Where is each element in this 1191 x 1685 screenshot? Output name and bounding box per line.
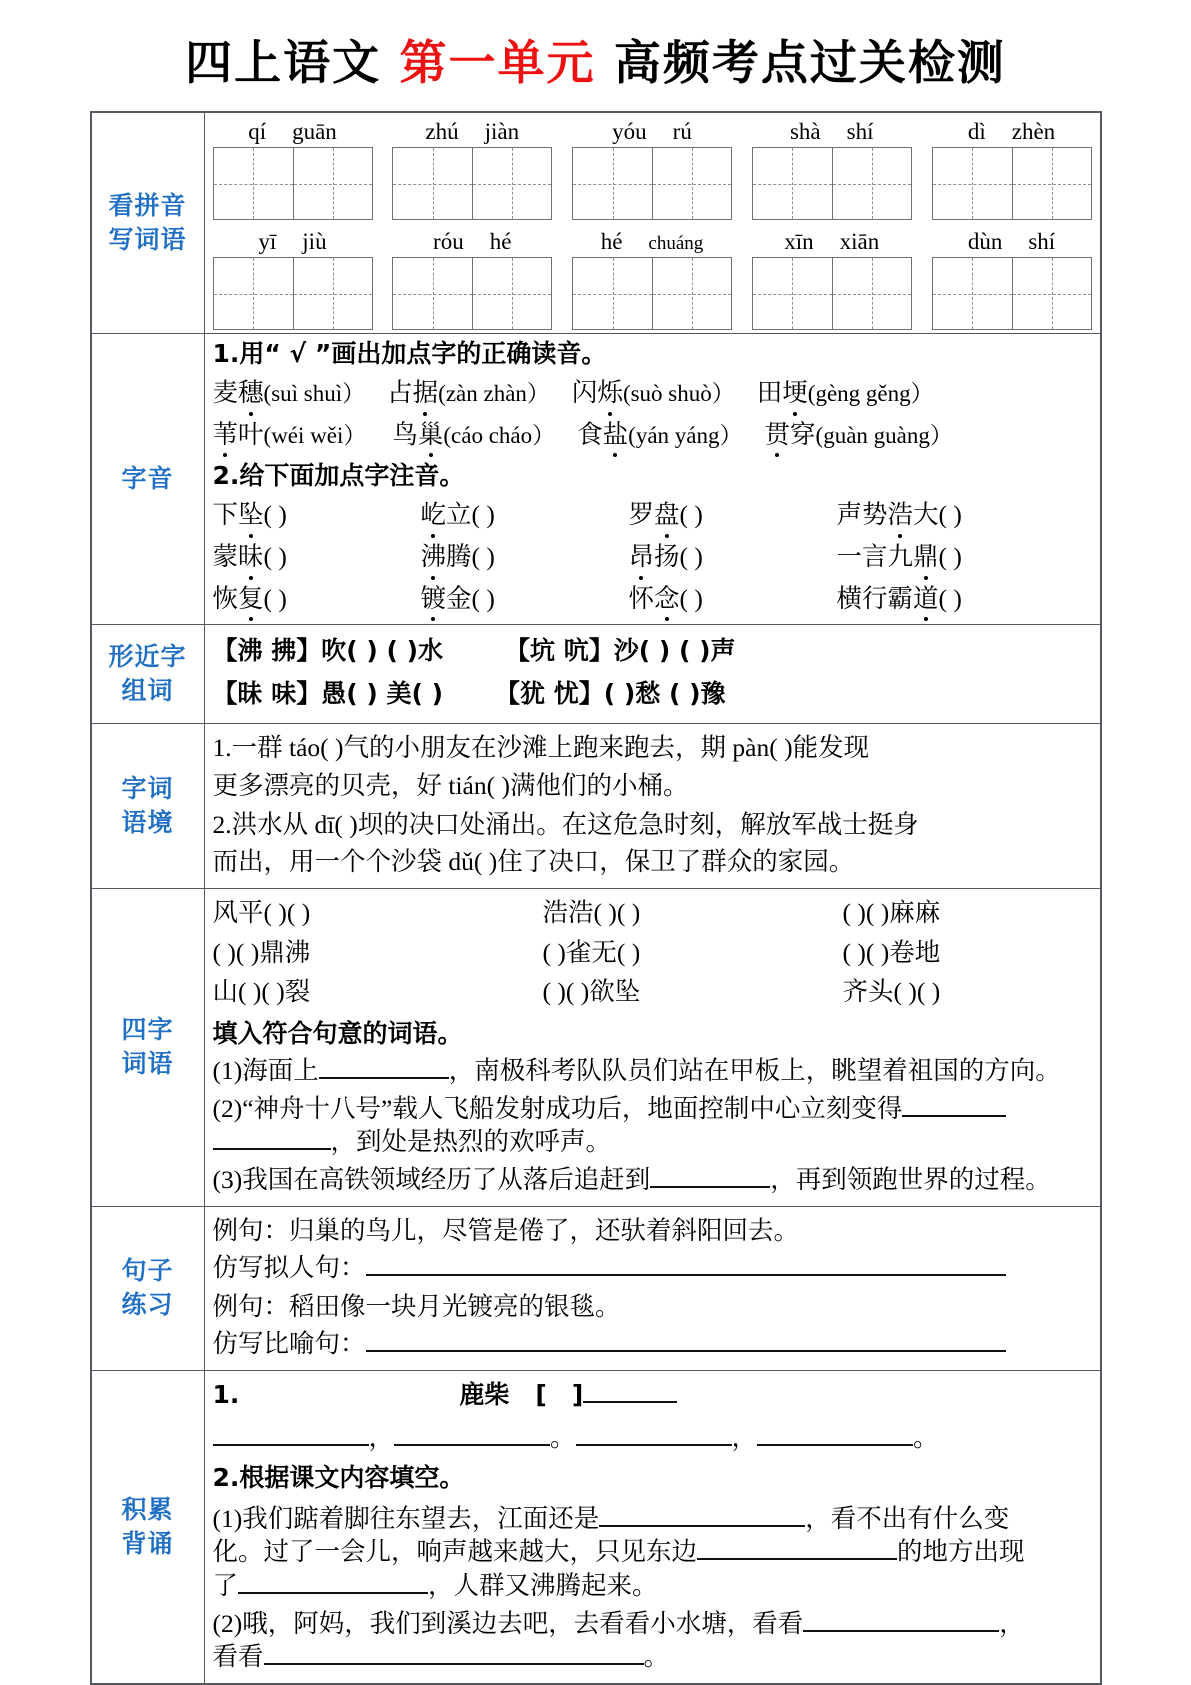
word-pre: 田 (756, 378, 783, 407)
sentence-part-b: ，到处是热烈的欢呼声。 (330, 1127, 612, 1157)
pinyin-text (389, 227, 555, 257)
section-pinyin (91, 112, 1101, 334)
syllable-2: zhèn (1011, 119, 1056, 144)
xingjinzi-pair-right[interactable]: 【犹 忧】( )愁 ( )豫 (495, 679, 726, 709)
answer-blank[interactable] (650, 1186, 770, 1188)
label-line-1: 形近字 (108, 641, 187, 671)
pinyin-row-2 (205, 223, 1100, 333)
jilei-body (204, 1371, 1101, 1684)
sentence-part-f: ，人群又沸腾起来。 (428, 1571, 658, 1601)
tianzige-cell[interactable] (214, 258, 293, 329)
tianzige-cell[interactable] (1012, 148, 1091, 219)
pinyin-text (569, 227, 735, 257)
annotate-item[interactable] (837, 582, 962, 616)
word-pre: 蒙 (212, 541, 239, 571)
sentence-part-d: 的地方出现 (897, 1537, 1025, 1567)
choice-item[interactable] (765, 420, 953, 449)
jilei-q2-heading: 2.根据课文内容填空。 (212, 1462, 465, 1492)
syllable-2: hé (489, 229, 512, 254)
title-part-3: 高频考点过关检测 (595, 36, 1006, 91)
sentence-part-a: (1)我们踮着脚往东望去，江面还是 (212, 1503, 600, 1533)
pinyin-text (749, 227, 915, 257)
tianzige-cell[interactable] (393, 148, 472, 219)
ziyin-q2-row-1 (213, 494, 1094, 540)
section-zicijingjing (91, 724, 1101, 889)
pinyin-item (389, 227, 555, 330)
ziyin-q2-heading: 2.给下面加点字注音。 (212, 461, 465, 491)
tianzige-cell[interactable] (933, 148, 1012, 219)
answer-paren[interactable]: ( ) (679, 583, 703, 613)
context-line-2[interactable]: 更多漂亮的贝壳，好 tián( )满他们的小桶。 (212, 770, 689, 800)
ziyin-q1-row-2 (213, 418, 1094, 460)
idiom-item[interactable]: ( )( )卷地 (842, 937, 941, 967)
answer-blank[interactable] (319, 1077, 449, 1079)
tianzige-box[interactable] (572, 257, 732, 330)
sizi-body (204, 888, 1101, 1206)
context-line-3[interactable]: 2.洪水从 dī( )坝的决口处涌出。在这危急时刻，解放军战士挺身 (212, 809, 919, 839)
annotate-item[interactable] (837, 498, 962, 532)
syllable-2: rú (672, 119, 692, 144)
pinyin-item (929, 117, 1095, 220)
dotted-char: 昂 (629, 540, 655, 574)
tianzige-cell[interactable] (753, 148, 832, 219)
label-line-2: 组词 (121, 676, 174, 706)
juzi-body (204, 1206, 1101, 1371)
word-pre: 恢 (212, 583, 239, 613)
answer-blank[interactable] (583, 1401, 677, 1403)
idiom-item[interactable]: ( )( )鼎沸 (212, 937, 311, 967)
word-pre: 下 (212, 500, 239, 530)
xingjinzi-pair-right[interactable]: 【坑 吭】沙( ) ( )声 (505, 636, 736, 666)
syllable-1: qí (248, 119, 267, 144)
annotate-item[interactable] (629, 540, 837, 574)
tianzige-cell[interactable] (652, 148, 731, 219)
xingjinzi-pair-left[interactable]: 【昧 味】愚( ) 美( ) (212, 679, 444, 709)
choice-item[interactable] (757, 378, 934, 407)
section-sizi (91, 888, 1101, 1206)
dotted-char: 沸 (421, 540, 447, 574)
syllable-2: guān (292, 119, 337, 144)
ziyin-q1-heading: 1.用“ √ ”画出加点字的正确读音。 (212, 339, 607, 368)
context-line-4[interactable]: 而出，用一个个沙袋 dǔ( )住了决口，保卫了群众的家园。 (212, 847, 855, 877)
label-line-2: 词语 (121, 1049, 174, 1079)
syllable-2: shí (846, 119, 874, 144)
sentence-part-b: ，南极科考队队员们站在甲板上，眺望着祖国的方向。 (448, 1055, 1061, 1085)
label-line-1: 四字 (121, 1014, 174, 1044)
annotate-item[interactable] (421, 582, 629, 616)
tianzige-cell[interactable] (472, 258, 551, 329)
syllable-1: shà (789, 119, 821, 144)
ziyin-q2-row-3 (213, 582, 1094, 620)
sizi-fill-3 (213, 1163, 1094, 1201)
syllable-1: xīn (784, 229, 814, 254)
syllable-1: róu (433, 229, 464, 254)
dotted-char: 坠 (238, 498, 264, 532)
answer-paren[interactable]: ( ) (679, 541, 703, 571)
pinyin-text (929, 227, 1095, 257)
answer-paren[interactable]: ( ) (679, 500, 703, 530)
jilei-fill-2-line1 (213, 1607, 1094, 1641)
tianzige-box[interactable] (213, 147, 373, 220)
word-pre: 鸟 (392, 419, 418, 449)
section-label-ziyin (91, 334, 205, 625)
syllable-1: zhú (425, 119, 459, 144)
dotted-char: 镀 (421, 582, 447, 616)
word-pre: 闪 (571, 378, 598, 407)
tianzige-cell[interactable] (753, 258, 832, 329)
pinyin-options[interactable]: (guàn guàng） (815, 422, 953, 448)
choice-item[interactable] (572, 378, 735, 407)
jilei-fill-1-line3 (213, 1569, 1094, 1607)
word-pre: 横行霸 (836, 583, 914, 613)
sizi-fill-1 (213, 1054, 1094, 1092)
answer-paren[interactable]: ( ) (471, 541, 495, 571)
sentence-part-a: (3)我国在高铁领域经历了从落后追赶到 (212, 1164, 651, 1194)
label-line-1: 字音 (121, 463, 174, 493)
tianzige-cell[interactable] (573, 258, 652, 329)
idiom-item[interactable]: ( )( )麻麻 (842, 897, 941, 927)
pinyin-options[interactable]: (gèng gěng） (807, 381, 934, 406)
ziyin-body (204, 334, 1101, 625)
word-pre: 一言九 (836, 541, 914, 571)
dotted-char: 据 (413, 376, 439, 410)
idiom-item[interactable]: ( )雀无( ) (542, 937, 641, 967)
idiom-row-3 (213, 975, 1094, 1015)
sentence-part-a: (1)海面上 (212, 1055, 319, 1085)
dotted-char: 烁 (597, 376, 623, 410)
pinyin-text (389, 117, 555, 147)
dotted-char: 屹 (421, 498, 447, 532)
juzi-example-1: 例句：归巢的鸟儿，尽管是倦了，还驮着斜阳回去。 (212, 1215, 800, 1245)
pinyin-grid-area (204, 112, 1101, 334)
word-post: 穿 (790, 419, 816, 449)
tianzige-box[interactable] (392, 257, 552, 330)
label-line-1: 积累 (121, 1494, 174, 1524)
answer-blank[interactable] (264, 1663, 644, 1665)
answer-blank[interactable] (697, 1558, 897, 1560)
tianzige-cell[interactable] (1012, 258, 1091, 329)
section-label-pinyin (91, 112, 205, 334)
syllable-2: chuáng (648, 233, 704, 254)
ziyin-q2-row-2 (213, 540, 1094, 582)
sentence-part-a: (2)哦，阿妈，我们到溪边去吧，去看看小水塘，看看 (212, 1608, 804, 1638)
word-post: 叶 (238, 419, 264, 449)
label-line-2: 语境 (121, 808, 174, 838)
zicijingjing-body (204, 724, 1101, 889)
idiom-item[interactable]: 风平( )( ) (212, 897, 311, 927)
dotted-char: 浩 (888, 498, 914, 532)
answer-blank[interactable] (599, 1525, 805, 1527)
idiom-row-1 (213, 892, 1094, 936)
sentence-part-a: (2)“神舟十八号”载人飞船发射成功后，地面控制中心立刻变得 (212, 1093, 903, 1123)
pinyin-text (929, 117, 1095, 147)
dotted-char: 贯 (765, 418, 791, 452)
annotate-item[interactable] (837, 540, 962, 574)
choice-item[interactable] (213, 420, 367, 449)
section-label-sizi (91, 888, 205, 1206)
xingjinzi-body (204, 625, 1101, 724)
punct: 。 (913, 1423, 939, 1453)
answer-paren[interactable]: ( ) (471, 583, 495, 613)
section-label-juzi (91, 1206, 205, 1371)
answer-paren[interactable]: ( ) (471, 500, 495, 530)
pinyin-text (569, 117, 735, 147)
tianzige-cell[interactable] (393, 258, 472, 329)
syllable-2: xiān (839, 229, 880, 254)
pinyin-options[interactable]: (zàn zhàn） (438, 381, 550, 406)
pinyin-options[interactable]: (wéi wěi） (263, 422, 367, 448)
jilei-q1-line (213, 1374, 1094, 1413)
answer-paren[interactable]: ( ) (263, 541, 287, 571)
dotted-char: 鼎 (913, 540, 939, 574)
word-pre: 麦 (212, 378, 239, 407)
word-pre: 罗 (628, 500, 655, 530)
xingjinzi-row-1 (213, 628, 1094, 677)
annotate-item[interactable] (213, 540, 421, 574)
tianzige-box[interactable] (932, 257, 1092, 330)
word-pre: 怀 (628, 583, 655, 613)
dotted-char: 苇 (213, 418, 239, 452)
annotate-item[interactable] (213, 582, 421, 616)
sentence-part-e: 了 (212, 1571, 239, 1601)
sentence-part-c: 化。过了一会儿，响声越来越大，只见东边 (212, 1537, 698, 1567)
word-post: 立 (446, 500, 472, 530)
annotate-item[interactable] (629, 582, 837, 616)
tianzige-cell[interactable] (472, 148, 551, 219)
annotate-item[interactable] (421, 540, 629, 574)
dotted-char: 埂 (782, 376, 808, 410)
pinyin-row-1 (205, 113, 1100, 223)
section-label-zicijingjing (91, 724, 205, 889)
dotted-char: 盘 (654, 498, 680, 532)
jilei-poem-blanks (213, 1413, 1094, 1461)
label-line-2: 写词语 (108, 225, 187, 254)
choice-item[interactable] (577, 420, 742, 449)
idiom-item[interactable]: 齐头( )( ) (842, 977, 941, 1007)
tianzige-cell[interactable] (652, 258, 731, 329)
idiom-item[interactable]: ( )( )欲坠 (542, 977, 641, 1007)
syllable-1: dì (967, 119, 986, 144)
pinyin-item (210, 227, 376, 330)
tianzige-box[interactable] (213, 257, 373, 330)
pinyin-options[interactable]: (cáo cháo） (443, 422, 556, 448)
answer-blank[interactable] (366, 1274, 1006, 1276)
answer-paren[interactable]: ( ) (263, 583, 287, 613)
sentence-part-b: ， (999, 1608, 1025, 1638)
punct: ， (731, 1423, 758, 1453)
page-title (0, 0, 1191, 111)
juzi-prompt-2 (213, 1327, 1094, 1365)
title-part-1: 四上语文 (185, 36, 400, 91)
sentence-part-c: 看看 (212, 1642, 264, 1672)
answer-blank[interactable] (238, 1592, 428, 1594)
worksheet-table (90, 111, 1102, 1685)
pinyin-options[interactable]: (suò shuò） (622, 381, 735, 406)
tianzige-cell[interactable] (293, 148, 372, 219)
word-post: 腾 (446, 541, 472, 571)
tianzige-cell[interactable] (573, 148, 652, 219)
syllable-2: shí (1028, 229, 1056, 254)
answer-blank[interactable] (366, 1350, 1006, 1352)
dotted-char: 复 (238, 582, 264, 616)
tianzige-cell[interactable] (933, 258, 1012, 329)
section-jilei (91, 1371, 1101, 1684)
sizi-fill-2-line1 (213, 1092, 1094, 1126)
section-label-jilei (91, 1371, 205, 1684)
syllable-2: jiàn (484, 119, 520, 144)
prompt-label: 仿写拟人句： (212, 1253, 366, 1283)
dotted-char: 念 (654, 582, 680, 616)
pinyin-item (210, 117, 376, 220)
pinyin-options[interactable]: (yán yáng） (628, 422, 743, 448)
answer-blank[interactable] (394, 1444, 550, 1446)
juzi-prompt-1 (213, 1251, 1094, 1290)
tianzige-box[interactable] (572, 147, 732, 220)
tianzige-cell[interactable] (293, 258, 372, 329)
pinyin-text (210, 227, 376, 257)
answer-paren[interactable]: ( ) (263, 500, 287, 530)
tianzige-box[interactable] (392, 147, 552, 220)
sentence-part-d: 。 (643, 1642, 670, 1672)
idiom-item[interactable]: 山( )( )裂 (212, 977, 311, 1007)
section-ziyin (91, 334, 1101, 625)
answer-blank[interactable] (757, 1444, 913, 1446)
dotted-char: 昧 (238, 540, 264, 574)
section-label-xingjinzi (91, 625, 205, 724)
answer-paren[interactable]: ( ) (938, 500, 962, 530)
ziyin-q1-row-1 (213, 372, 1094, 418)
syllable-2: jiù (302, 229, 327, 254)
pinyin-item (569, 117, 735, 220)
answer-blank[interactable] (902, 1115, 1006, 1117)
jilei-fill-2-line2 (213, 1640, 1094, 1678)
choice-item[interactable] (213, 378, 366, 407)
pinyin-item (749, 117, 915, 220)
syllable-1: yī (258, 229, 277, 254)
answer-paren[interactable]: ( ) (938, 583, 962, 613)
syllable-1: yóu (612, 119, 647, 144)
annotate-item[interactable] (421, 498, 629, 532)
sentence-part-b: ，再到领跑世界的过程。 (770, 1164, 1051, 1194)
pinyin-item (749, 227, 915, 330)
sizi-fill-heading: 填入符合句意的词语。 (212, 1018, 463, 1048)
pinyin-text (210, 117, 376, 147)
question-number: 1. (212, 1380, 240, 1410)
tianzige-cell[interactable] (832, 148, 911, 219)
pinyin-item (389, 117, 555, 220)
context-line-1[interactable]: 1.一群 táo( )气的小朋友在沙滩上跑来跑去，期 pàn( )能发现 (212, 733, 870, 763)
annotate-item[interactable] (213, 498, 421, 532)
label-line-2: 背诵 (121, 1529, 174, 1559)
idiom-item[interactable]: 浩浩( )( ) (542, 897, 641, 927)
section-juzi (91, 1206, 1101, 1371)
tianzige-box[interactable] (932, 147, 1092, 220)
syllable-1: hé (600, 229, 623, 254)
answer-blank[interactable] (213, 1444, 369, 1446)
dotted-char: 巢 (418, 418, 444, 452)
label-line-1: 字词 (121, 773, 174, 803)
word-post: 金 (446, 583, 472, 613)
word-post: 大 (913, 500, 939, 530)
answer-blank[interactable] (576, 1444, 732, 1446)
label-line-2: 练习 (121, 1290, 174, 1320)
tianzige-cell[interactable] (214, 148, 293, 219)
choice-item[interactable] (392, 420, 555, 449)
punct: ， (368, 1423, 395, 1453)
sentence-part-b: ，看不出有什么变 (805, 1503, 1010, 1533)
idiom-row-2 (213, 936, 1094, 976)
dotted-char: 盐 (603, 418, 629, 452)
tianzige-cell[interactable] (832, 258, 911, 329)
answer-blank[interactable] (213, 1148, 331, 1150)
word-pre: 占 (387, 378, 413, 407)
choice-item[interactable] (387, 378, 550, 407)
xingjinzi-row-2 (213, 677, 1094, 718)
syllable-1: dùn (967, 229, 1003, 254)
dotted-char: 穗 (238, 376, 264, 410)
title-unit-highlight: 第一单元 (399, 36, 596, 91)
pinyin-item (929, 227, 1095, 330)
juzi-example-2: 例句：稻田像一块月光镀亮的银毯。 (212, 1291, 621, 1321)
tianzige-box[interactable] (752, 147, 912, 220)
word-pre: 声势 (836, 500, 888, 530)
sizi-fill-2-line2 (213, 1125, 1094, 1163)
pinyin-options[interactable]: (suì shuì） (263, 381, 366, 406)
jilei-fill-1-line2 (213, 1535, 1094, 1569)
pinyin-text (749, 117, 915, 147)
dotted-char: 道 (913, 582, 939, 616)
annotate-item[interactable] (629, 498, 837, 532)
section-xingjinzi (91, 625, 1101, 724)
jilei-fill-1-line1 (213, 1500, 1094, 1536)
poem-title: 鹿柴 (459, 1380, 510, 1410)
label-line-1: 句子 (121, 1255, 174, 1285)
label-line-1: 看拼音 (108, 190, 187, 220)
word-post: 扬 (654, 541, 680, 571)
xingjinzi-pair-left[interactable]: 【沸 拂】吹( ) ( )水 (212, 636, 444, 666)
answer-paren[interactable]: ( ) (938, 541, 962, 571)
pinyin-item (569, 227, 735, 330)
prompt-label: 仿写比喻句： (212, 1329, 366, 1359)
word-pre: 食 (577, 419, 603, 449)
answer-blank[interactable] (803, 1630, 999, 1632)
punct: 。 (550, 1423, 576, 1453)
tianzige-box[interactable] (752, 257, 912, 330)
poem-author-bracket[interactable]: [ ] (535, 1380, 584, 1410)
